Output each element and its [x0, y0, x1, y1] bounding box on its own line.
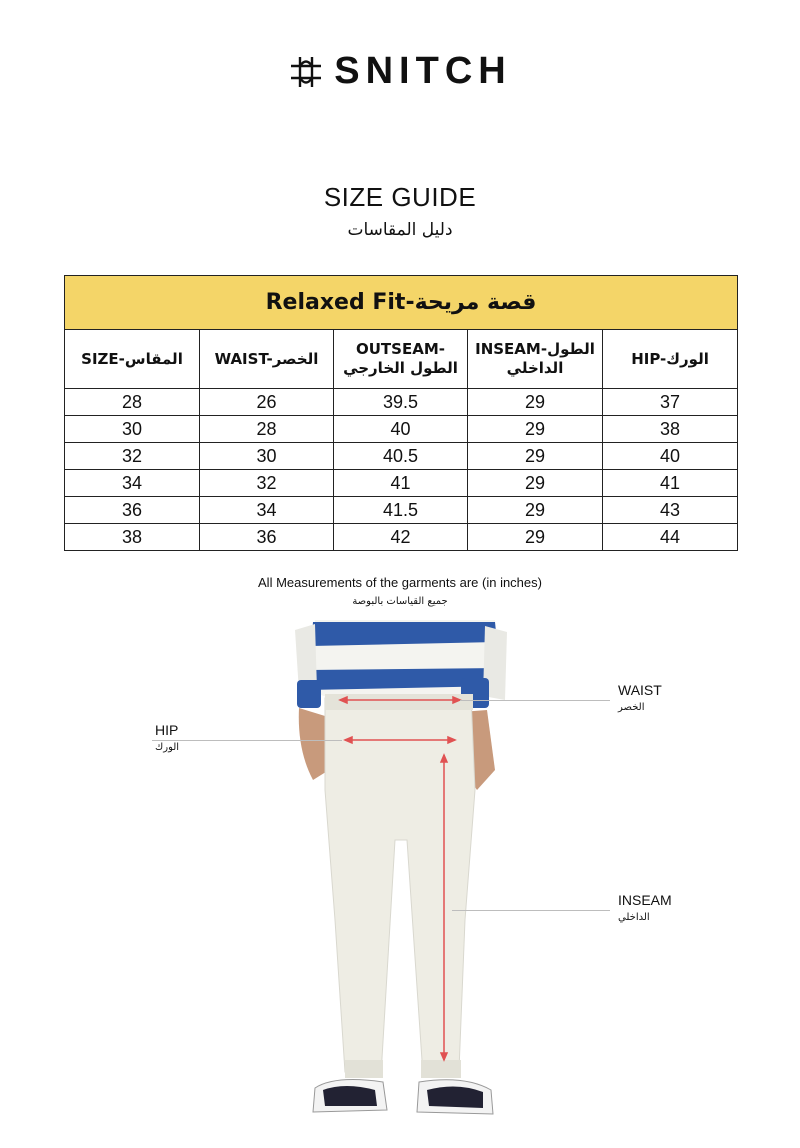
cell-waist: 34 — [200, 497, 334, 524]
hip-label-arabic: الورك — [155, 742, 180, 753]
cell-outseam: 41 — [334, 470, 468, 497]
hip-guide-line — [152, 740, 342, 741]
cell-inseam: 29 — [468, 470, 603, 497]
brand-name: SNITCH — [334, 50, 512, 92]
cell-outseam: 41.5 — [334, 497, 468, 524]
table-row — [65, 524, 738, 551]
cell-outseam: 40.5 — [334, 443, 468, 470]
table-row — [65, 443, 738, 470]
cell-hip: 40 — [603, 443, 738, 470]
cell-size: 30 — [65, 416, 200, 443]
cell-size: 32 — [65, 443, 200, 470]
cell-inseam: 29 — [468, 389, 603, 416]
inseam-label: INSEAM — [618, 892, 672, 908]
cell-waist: 28 — [200, 416, 334, 443]
cell-waist: 30 — [200, 443, 334, 470]
column-header-inseam: INSEAM-الطول الداخلي — [468, 330, 603, 389]
cell-waist: 26 — [200, 389, 334, 416]
page-title-arabic: دليل المقاسات — [347, 220, 453, 240]
fit-label: Relaxed Fit-قصة مريحة — [65, 276, 738, 330]
page-title: SIZE GUIDE — [323, 182, 477, 212]
cell-waist: 36 — [200, 524, 334, 551]
cell-hip: 41 — [603, 470, 738, 497]
cell-inseam: 29 — [468, 524, 603, 551]
waist-guide-line — [460, 700, 610, 701]
hip-label: HIP — [155, 722, 179, 738]
cell-size: 36 — [65, 497, 200, 524]
cell-hip: 44 — [603, 524, 738, 551]
cell-inseam: 29 — [468, 416, 603, 443]
waist-label: WAIST — [618, 682, 662, 698]
cell-size: 38 — [65, 524, 200, 551]
waist-label-arabic: الخصر — [618, 702, 645, 713]
table-header-row — [65, 330, 738, 389]
cell-outseam: 42 — [334, 524, 468, 551]
table-row — [65, 416, 738, 443]
column-header-outseam: OUTSEAM- الطول الخارجي — [334, 330, 468, 389]
inseam-guide-line — [452, 910, 610, 911]
model-figure-illustration — [295, 620, 510, 1140]
snitch-logo-icon — [288, 54, 324, 90]
measurement-note-arabic: جميع القياسات بالبوصة — [352, 596, 448, 607]
size-table — [64, 275, 738, 551]
column-header-waist: WAIST-الخصر — [200, 330, 334, 389]
cell-hip: 38 — [603, 416, 738, 443]
cell-outseam: 40 — [334, 416, 468, 443]
cell-size: 28 — [65, 389, 200, 416]
cell-waist: 32 — [200, 470, 334, 497]
measurement-note: All Measurements of the garments are (in inches) — [258, 575, 542, 590]
column-header-size: SIZE-المقاس — [65, 330, 200, 389]
inseam-label-arabic: الداخلي — [618, 912, 650, 923]
cell-hip: 37 — [603, 389, 738, 416]
column-header-hip: HIP-الورك — [603, 330, 738, 389]
cell-size: 34 — [65, 470, 200, 497]
table-row — [65, 470, 738, 497]
cell-outseam: 39.5 — [334, 389, 468, 416]
cell-inseam: 29 — [468, 443, 603, 470]
cell-inseam: 29 — [468, 497, 603, 524]
table-row — [65, 389, 738, 416]
cell-hip: 43 — [603, 497, 738, 524]
table-row — [65, 497, 738, 524]
brand-logo — [0, 50, 800, 93]
